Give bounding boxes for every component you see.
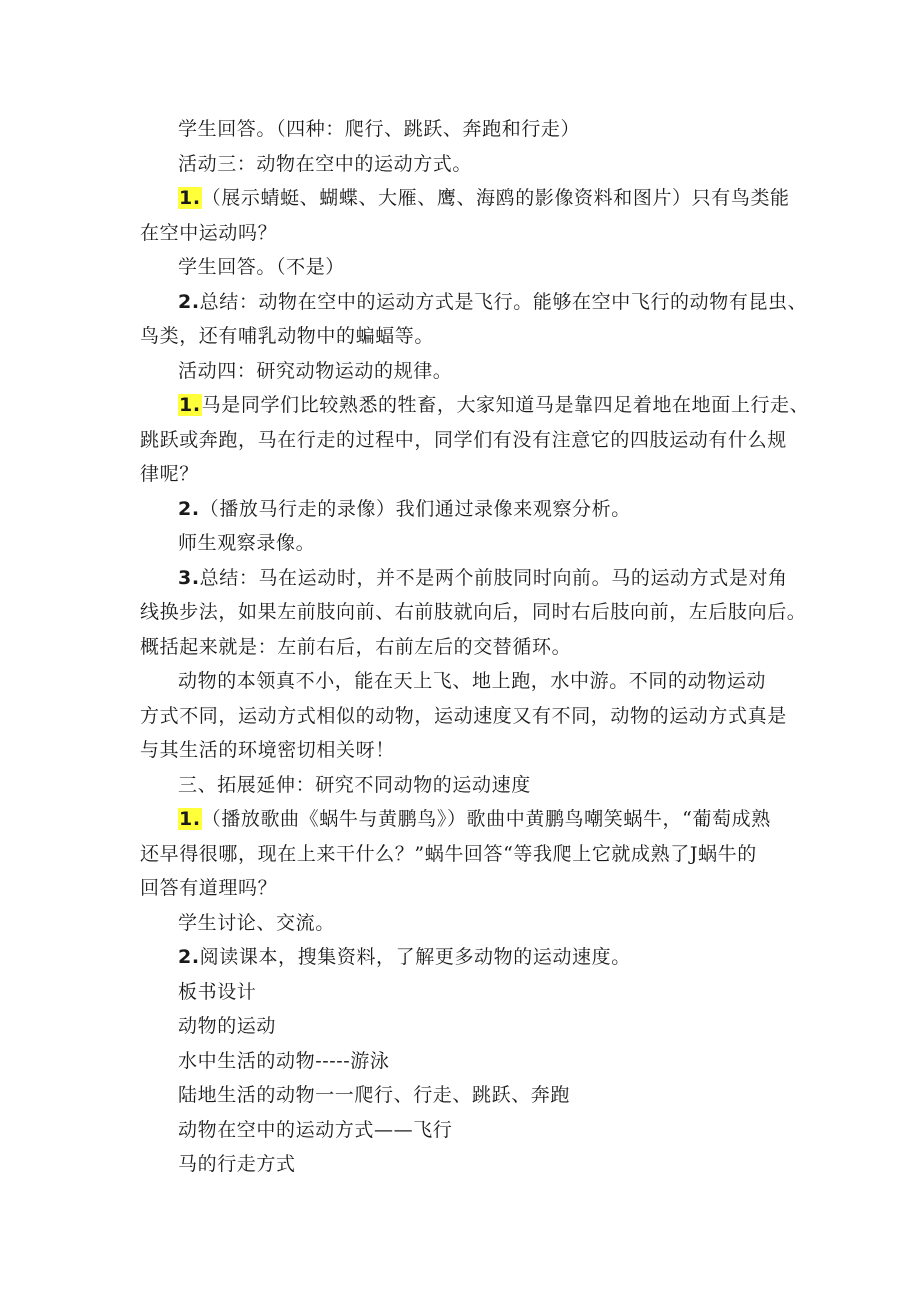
text-line xyxy=(140,630,800,665)
line-text: 动物的运动 xyxy=(178,1015,277,1037)
board-design-item xyxy=(140,1113,800,1148)
board-design-item xyxy=(140,1009,800,1044)
line-text: 马的行走方式 xyxy=(178,1153,296,1175)
section-heading xyxy=(140,147,800,182)
line-text: 还早得很哪，现在上来干什么？”蜗牛回答“等我爬上它就成熟了J蜗牛的 xyxy=(140,842,757,865)
list-number: 2. xyxy=(178,946,200,968)
text-line xyxy=(140,423,800,458)
line-text: 跳跃或奔跑，马在行走的过程中，同学们有没有注意它的四肢运动有什么规 xyxy=(140,428,787,451)
section-heading xyxy=(140,768,800,803)
line-text: （展示蜻蜓、蝴蝶、大雁、鹰、海鸥的影像资料和图片）只有鸟类能 xyxy=(201,187,790,209)
text-line xyxy=(140,664,800,699)
text-line xyxy=(140,802,800,837)
text-line xyxy=(140,457,800,492)
text-line xyxy=(140,526,800,561)
line-text: 马是同学们比较熟悉的牲畜，大家知道马是靠四足着地在地面上行走、 xyxy=(201,394,810,416)
line-text: 学生回答。（四种：爬行、跳跃、奔跑和行走） xyxy=(178,118,581,140)
text-line xyxy=(140,871,800,906)
board-design-heading xyxy=(140,975,800,1010)
line-text: 学生讨论、交流。 xyxy=(178,911,335,934)
line-text: 学生回答。（不是） xyxy=(178,256,345,278)
text-line xyxy=(140,940,800,975)
text-line xyxy=(140,906,800,941)
text-line xyxy=(140,181,800,216)
text-line xyxy=(140,388,810,423)
text-line xyxy=(140,319,800,354)
line-text: 板书设计 xyxy=(178,980,257,1003)
line-text: 鸟类，还有哺乳动物中的蝙蝠等。 xyxy=(140,325,435,347)
line-text: 概括起来就是：左前右后，右前左后的交替循环。 xyxy=(140,635,572,658)
text-line xyxy=(140,492,800,527)
list-number: 2. xyxy=(178,290,200,313)
line-text: 水中生活的动物-----游泳 xyxy=(178,1049,390,1072)
highlighted-number: 1. xyxy=(179,808,201,830)
line-text: 总结：动物在空中的运动方式是飞行。能够在空中飞行的动物有昆虫、 xyxy=(199,290,808,313)
line-text: 动物在空中的运动方式——飞行 xyxy=(178,1118,453,1141)
board-design-item xyxy=(140,1078,800,1113)
line-text: 方式不同，运动方式相似的动物，运动速度又有不同，动物的运动方式真是 xyxy=(140,704,787,727)
line-text: 动物的本领真不小，能在天上飞、地上跑，水中游。不同的动物运动 xyxy=(178,670,767,692)
line-text: 活动四：研究动物运动的规律。 xyxy=(178,359,453,382)
text-line xyxy=(140,595,807,630)
line-text: 总结：马在运动时，并不是两个前肢同时向前。马的运动方式是对角 xyxy=(199,566,788,589)
document-body xyxy=(140,112,810,1182)
text-line xyxy=(140,699,800,734)
line-text: 律呢？ xyxy=(140,463,199,485)
line-text: 与其生活的环境密切相关呀！ xyxy=(140,739,395,761)
line-text: 三、拓展延伸：研究不同动物的运动速度 xyxy=(178,773,531,796)
text-line xyxy=(140,837,800,872)
text-line xyxy=(140,216,800,251)
board-design-item xyxy=(140,1044,800,1079)
line-text: 在空中运动吗？ xyxy=(140,221,278,244)
line-text: 回答有道理吗？ xyxy=(140,877,278,899)
line-text: 线换步法，如果左前肢向前、右前肢就向后，同时右后肢向前，左后肢向后。 xyxy=(140,601,807,623)
text-line xyxy=(140,561,800,596)
highlighted-number: 1. xyxy=(179,187,201,209)
line-text: 师生观察录像。 xyxy=(178,532,316,554)
list-number: 2. xyxy=(178,497,200,520)
highlighted-number: 1. xyxy=(179,394,201,416)
line-text: 活动三：动物在空中的运动方式。 xyxy=(178,152,473,175)
line-text: （播放马行走的录像）我们通过录像来观察分析。 xyxy=(199,497,631,520)
text-line xyxy=(140,112,800,147)
line-text: （播放歌曲《蜗牛与黄鹏鸟》）歌曲中黄鹏鸟嘲笑蜗牛，“葡萄成熟 xyxy=(201,808,771,830)
list-number: 3. xyxy=(178,566,200,589)
section-heading xyxy=(140,354,800,389)
line-text: 陆地生活的动物一一爬行、行走、跳跃、奔跑 xyxy=(178,1084,571,1106)
line-text: 阅读课本，搜集资料，了解更多动物的运动速度。 xyxy=(199,946,631,968)
text-line xyxy=(140,250,800,285)
text-line xyxy=(140,285,808,320)
board-design-item xyxy=(140,1147,800,1182)
text-line xyxy=(140,733,800,768)
